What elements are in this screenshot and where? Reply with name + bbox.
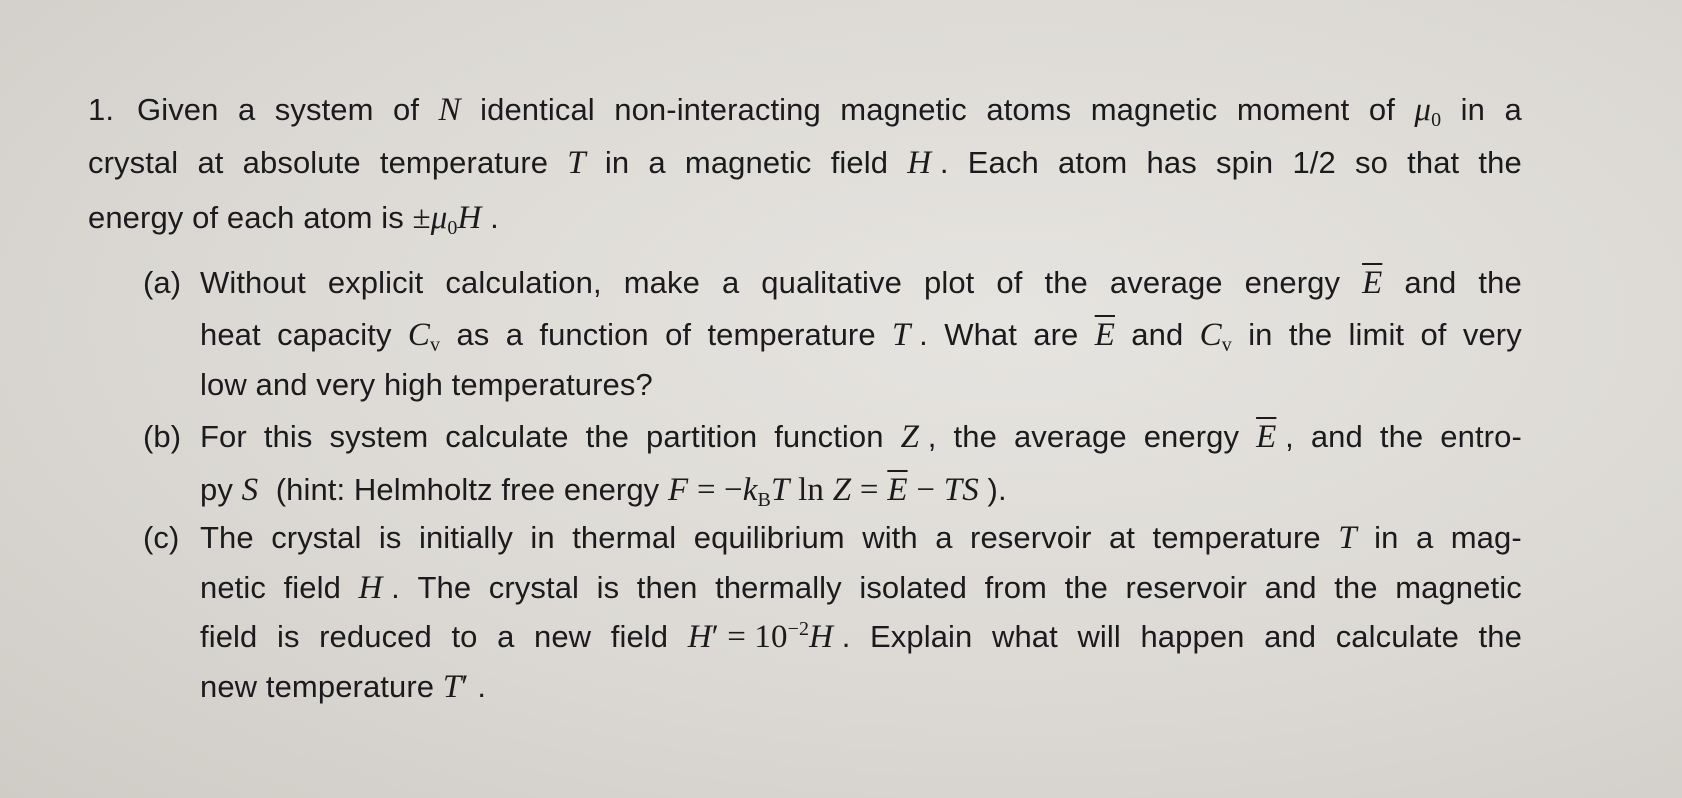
problem-intro-line-3: energy of each atom is $\pm\mu_0H$ . [88,200,499,239]
problem-intro-line-1: Given a system of N identical non-interacting magnetic atoms magnetic moment of $\mu_0$ in a [137,92,1522,131]
part-a-line-3: low and very high temperatures? [200,367,653,402]
part-a-line-2: heat capacity $C_v$ as a function of temperature T . What are $\overline{E}$ and $C_v$ in the limit of very [200,317,1522,356]
problem-intro-line-2: crystal at absolute temperature T in a magnetic field H . Each atom has spin 1/2 so that the [88,145,1522,181]
part-b-line-2: py S (hint: Helmholtz free energy $F = -k_BT$ $\ln Z = \overline{E}$ − TS ). [200,472,1007,511]
problem-number: 1. [88,92,115,127]
part-b-label: (b) [143,419,182,454]
part-c-line-4: new temperature T′ . [200,669,487,705]
part-b-line-1: For this system calculate the partition function Z , the average energy $\overline{E}$ , and the entro- [200,419,1522,455]
part-c-line-3: field is reduced to a new field $H' = 10^{-2}H$ . Explain what will happen and calculate the [200,618,1522,655]
part-c-label: (c) [143,520,180,555]
part-c-line-1: The crystal is initially in thermal equilibrium with a reservoir at temperature T in a mag- [200,520,1522,556]
part-a-label: (a) [143,265,182,300]
part-c-line-2: netic field H . The crystal is then thermally isolated from the reservoir and the magnetic [200,570,1522,606]
part-a-line-1: Without explicit calculation, make a qualitative plot of the average energy $\overline{E}$ and the [200,265,1522,301]
